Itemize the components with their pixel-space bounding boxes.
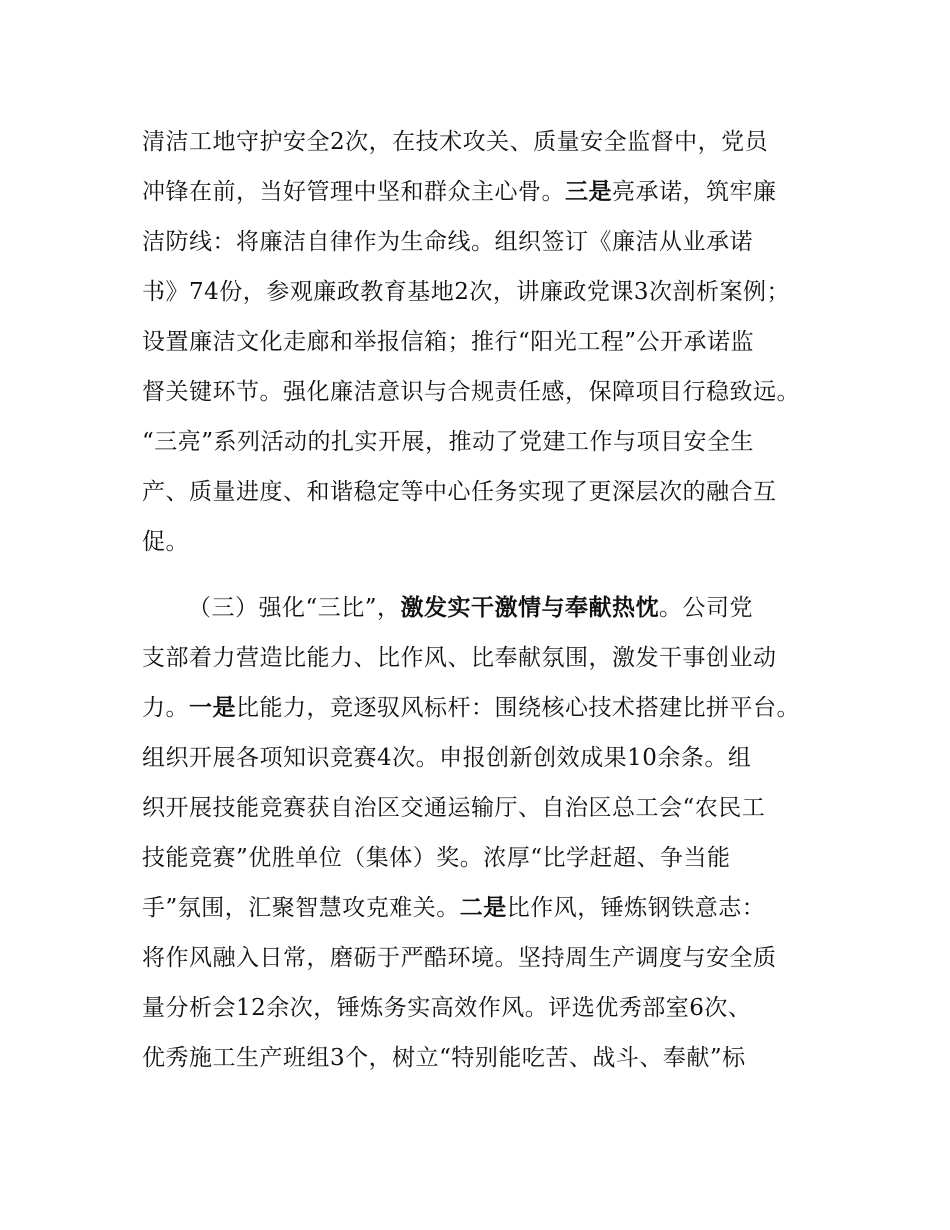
text-line: 书》74份，参观廉政教育基地2次，讲廉政党课3次剖析案例； [142, 279, 791, 305]
text-line: 产、质量进度、和谐稳定等中心任务实现了更深层次的融合互 [142, 479, 777, 505]
text-line: 织开展技能竞赛获自治区交通运输厅、自治区总工会“农民工 [142, 795, 766, 821]
text-line: 技能竞赛”优胜单位（集体）奖。浓厚“比学赶超、争当能 [142, 845, 731, 871]
text-line: 设置廉洁文化走廊和举报信箱；推行“阳光工程”公开承诺监 [142, 329, 755, 355]
bold-marker: 二是 [459, 895, 507, 921]
text-line: 手”氛围，汇聚智慧攻克难关。二是比作风，锤炼钢铁意志： [142, 895, 766, 921]
text-line: 量分析会12余次，锤炼务实高效作风。评选优秀部室6次、 [142, 995, 752, 1021]
text-line: 洁防线：将廉洁自律作为生命线。组织签订《廉洁从业承诺 [142, 229, 753, 255]
text-line: 力。一是比能力，竞逐驭风标杆：围绕核心技术搭建比拼平台。 [142, 695, 800, 721]
text-line: 将作风融入日常，磨砺于严酷环境。坚持周生产调度与安全质 [142, 945, 777, 971]
bold-marker: 三是 [565, 179, 612, 205]
text-line: “三亮”系列活动的扎实开展，推动了党建工作与项目安全生 [142, 429, 755, 455]
section-heading-line: （三）强化“三比”，激发实干激情与奉献热忱。公司党 [188, 595, 754, 621]
text-line: 组织开展各项知识竞赛4次。申报创新创效成果10余条。组 [142, 745, 752, 771]
section-heading-bold: 激发实干激情与奉献热忱 [400, 595, 660, 621]
bold-marker: 一是 [189, 695, 236, 721]
text-line: 冲锋在前，当好管理中坚和群众主心骨。三是亮承诺，筑牢廉 [142, 179, 777, 205]
text-line: 督关键环节。强化廉洁意识与合规责任感，保障项目行稳致远。 [142, 379, 800, 405]
text-line: 优秀施工生产班组3个，树立“特别能吃苦、战斗、奉献”标 [142, 1045, 746, 1071]
text-line: 清洁工地守护安全2次，在技术攻关、质量安全监督中，党员 [142, 129, 769, 155]
text-line: 促。 [142, 529, 189, 555]
text-line: 支部着力营造比能力、比作风、比奉献氛围，激发干事创业动 [142, 645, 777, 671]
